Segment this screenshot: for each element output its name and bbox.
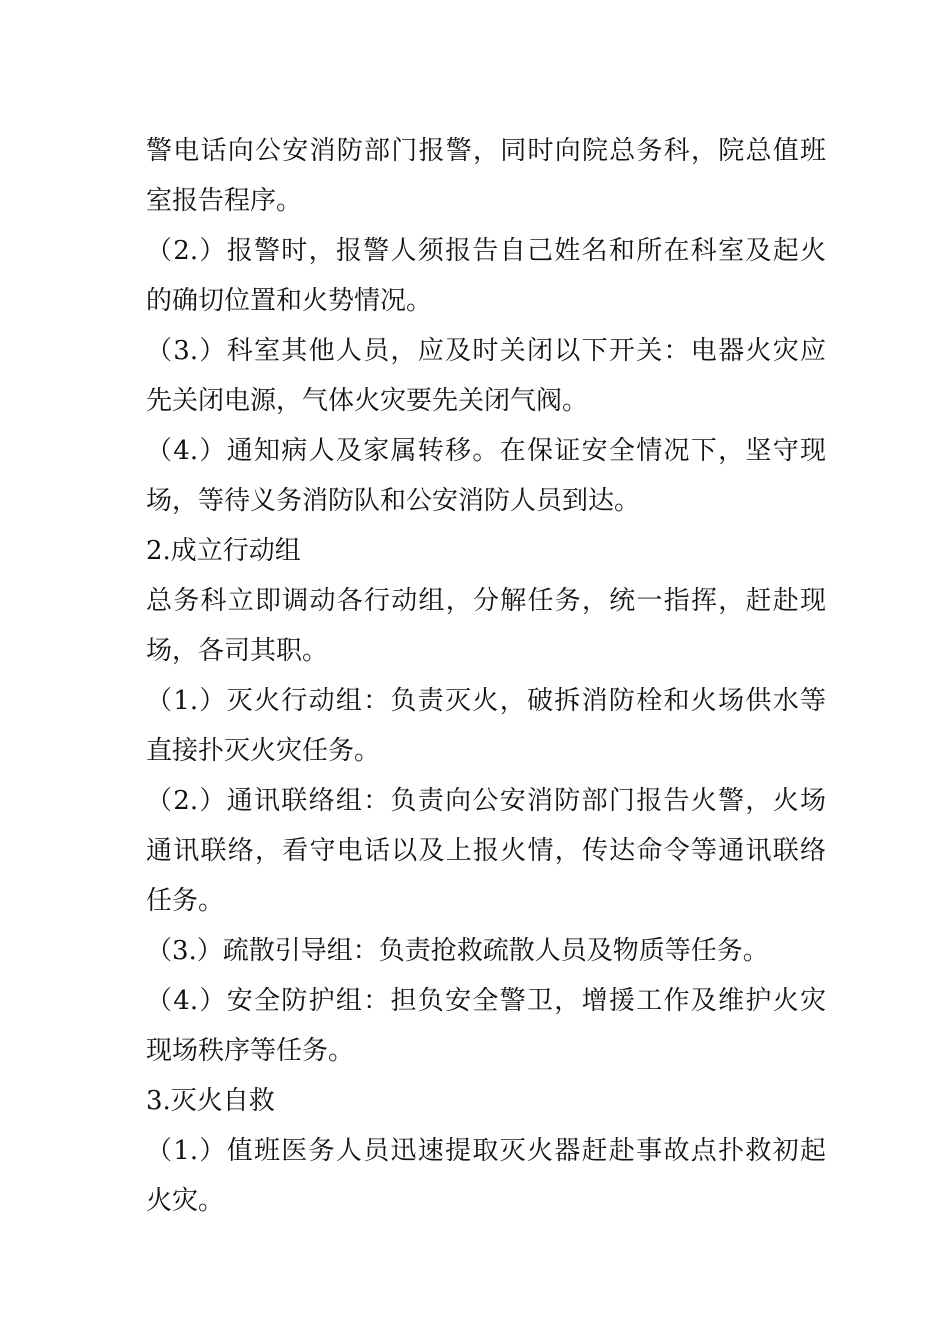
- section-heading: 3.灭火自救: [146, 1086, 275, 1116]
- text-line: 场，各司其职。: [146, 636, 329, 666]
- text-line: 警电话向公安消防部门报警，同时向院总务科，院总值班: [146, 136, 826, 166]
- text-line: （1.）灭火行动组：负责灭火，破拆消防栓和火场供水等: [146, 686, 826, 716]
- text-line: （2.）报警时，报警人须报告自己姓名和所在科室及起火: [146, 236, 826, 266]
- text-line: 任务。: [146, 886, 225, 916]
- text-line: （3.）疏散引导组：负责抢救疏散人员及物质等任务。: [146, 936, 769, 966]
- text-line: 直接扑灭火灾任务。: [146, 736, 381, 766]
- text-line: （4.）安全防护组：担负安全警卫，增援工作及维护火灾: [146, 986, 826, 1016]
- text-line: 现场秩序等任务。: [146, 1036, 355, 1066]
- text-line: 通讯联络，看守电话以及上报火情，传达命令等通讯联络: [146, 836, 826, 866]
- section-heading: 2.成立行动组: [146, 536, 301, 566]
- text-line: 的确切位置和火势情况。: [146, 286, 433, 316]
- text-line: 先关闭电源，气体火灾要先关闭气阀。: [146, 386, 589, 416]
- text-line: （1.）值班医务人员迅速提取灭火器赶赴事故点扑救初起: [146, 1136, 826, 1166]
- text-line: 火灾。: [146, 1186, 225, 1216]
- text-line: （2.）通讯联络组：负责向公安消防部门报告火警，火场: [146, 786, 826, 816]
- text-line: （3.）科室其他人员，应及时关闭以下开关：电器火灾应: [146, 336, 826, 366]
- text-line: 总务科立即调动各行动组，分解任务，统一指挥，赶赴现: [146, 586, 826, 616]
- text-line: 室报告程序。: [146, 186, 303, 216]
- text-line: 场，等待义务消防队和公安消防人员到达。: [146, 486, 641, 516]
- text-line: （4.）通知病人及家属转移。在保证安全情况下，坚守现: [146, 436, 826, 466]
